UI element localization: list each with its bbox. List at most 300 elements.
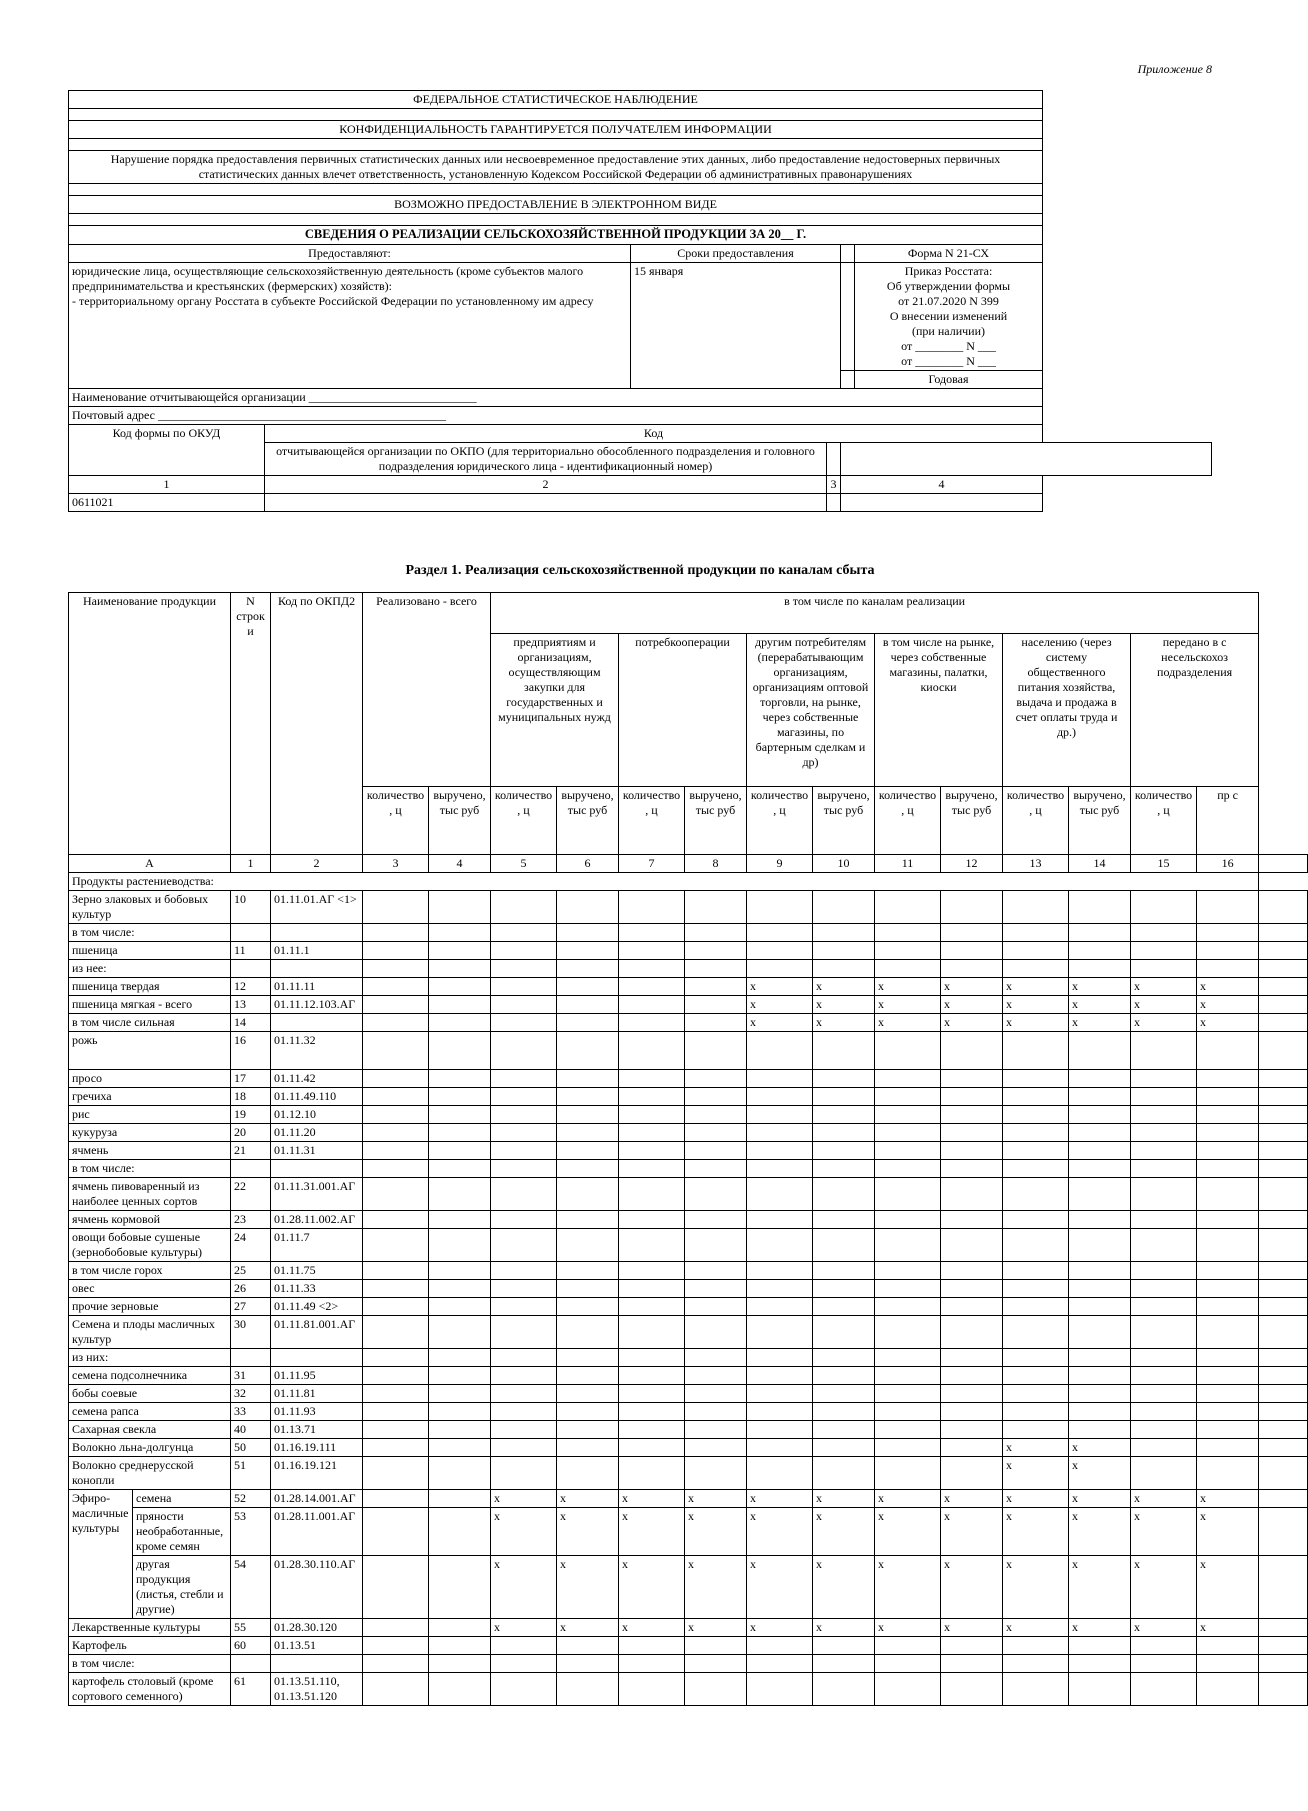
value-cell-col-9[interactable] xyxy=(747,1262,813,1280)
value-cell-col-3[interactable] xyxy=(363,1106,429,1124)
value-cell-col-8[interactable] xyxy=(685,1088,747,1106)
value-cell-col-10[interactable] xyxy=(813,1673,875,1706)
value-cell-col-7[interactable] xyxy=(619,1316,685,1349)
value-cell-col-16[interactable] xyxy=(1197,960,1259,978)
value-cell-col-13[interactable] xyxy=(1003,1124,1069,1142)
value-cell-col-15[interactable] xyxy=(1131,942,1197,960)
value-cell-col-3[interactable] xyxy=(363,1280,429,1298)
value-cell-col-3[interactable] xyxy=(363,1556,429,1619)
value-cell-col-7[interactable] xyxy=(619,1124,685,1142)
value-cell-col-17[interactable] xyxy=(1259,960,1308,978)
value-cell-col-8[interactable] xyxy=(685,924,747,942)
value-cell-col-5[interactable] xyxy=(491,1655,557,1673)
value-cell-col-3[interactable] xyxy=(363,1088,429,1106)
value-cell-col-16[interactable] xyxy=(1197,1032,1259,1070)
value-cell-col-10[interactable] xyxy=(813,1403,875,1421)
value-cell-col-13[interactable] xyxy=(1003,1316,1069,1349)
value-cell-col-6[interactable] xyxy=(557,978,619,996)
value-cell-col-15[interactable] xyxy=(1131,1178,1197,1211)
value-cell-col-13[interactable] xyxy=(1003,1262,1069,1280)
value-cell-col-5[interactable] xyxy=(491,1403,557,1421)
value-cell-col-8[interactable] xyxy=(685,1403,747,1421)
value-cell-col-3[interactable] xyxy=(363,1032,429,1070)
value-cell-col-17[interactable] xyxy=(1259,1673,1308,1706)
value-cell-col-17[interactable] xyxy=(1259,924,1308,942)
value-cell-col-7[interactable] xyxy=(619,1229,685,1262)
value-cell-col-12[interactable] xyxy=(941,1385,1003,1403)
value-cell-col-16[interactable] xyxy=(1197,1229,1259,1262)
value-cell-col-3[interactable] xyxy=(363,1508,429,1556)
value-cell-col-15[interactable] xyxy=(1131,1229,1197,1262)
value-cell-col-6[interactable] xyxy=(557,1367,619,1385)
value-cell-col-17[interactable] xyxy=(1259,1298,1308,1316)
value-cell-col-17[interactable] xyxy=(1259,1070,1308,1088)
value-cell-col-3[interactable] xyxy=(363,1673,429,1706)
value-cell-col-15[interactable] xyxy=(1131,1403,1197,1421)
value-cell-col-7[interactable] xyxy=(619,1088,685,1106)
value-cell-col-15[interactable] xyxy=(1131,1142,1197,1160)
value-cell-col-3[interactable] xyxy=(363,1142,429,1160)
value-cell-col-12[interactable] xyxy=(941,1349,1003,1367)
value-cell-col-12[interactable] xyxy=(941,1280,1003,1298)
value-cell-col-16[interactable] xyxy=(1197,1280,1259,1298)
value-cell-col-17[interactable] xyxy=(1259,1439,1308,1457)
value-cell-col-14[interactable] xyxy=(1069,1178,1131,1211)
value-cell-col-8[interactable] xyxy=(685,1655,747,1673)
value-cell-col-8[interactable] xyxy=(685,1349,747,1367)
value-cell-col-3[interactable] xyxy=(363,1637,429,1655)
value-cell-col-13[interactable] xyxy=(1003,1070,1069,1088)
value-cell-col-11[interactable] xyxy=(875,1142,941,1160)
value-cell-col-11[interactable] xyxy=(875,1262,941,1280)
value-cell-col-9[interactable] xyxy=(747,1403,813,1421)
value-cell-col-14[interactable] xyxy=(1069,1367,1131,1385)
value-cell-col-15[interactable] xyxy=(1131,1439,1197,1457)
value-cell-col-9[interactable] xyxy=(747,1439,813,1457)
value-cell-col-8[interactable] xyxy=(685,960,747,978)
value-cell-col-10[interactable] xyxy=(813,942,875,960)
value-cell-col-6[interactable] xyxy=(557,1262,619,1280)
value-cell-col-14[interactable] xyxy=(1069,1421,1131,1439)
value-cell-col-17[interactable] xyxy=(1259,1403,1308,1421)
value-cell-col-10[interactable] xyxy=(813,1262,875,1280)
value-cell-col-11[interactable] xyxy=(875,1211,941,1229)
value-cell-col-10[interactable] xyxy=(813,1070,875,1088)
value-cell-col-17[interactable] xyxy=(1259,1655,1308,1673)
value-cell-col-16[interactable] xyxy=(1197,1673,1259,1706)
value-cell-col-6[interactable] xyxy=(557,1014,619,1032)
value-cell-col-16[interactable] xyxy=(1197,1262,1259,1280)
value-cell-col-9[interactable] xyxy=(747,1655,813,1673)
value-cell-col-13[interactable] xyxy=(1003,1280,1069,1298)
value-cell-col-17[interactable] xyxy=(1259,1229,1308,1262)
value-cell-col-12[interactable] xyxy=(941,1316,1003,1349)
value-cell-col-3[interactable] xyxy=(363,1298,429,1316)
value-cell-col-4[interactable] xyxy=(429,1142,491,1160)
value-cell-col-12[interactable] xyxy=(941,924,1003,942)
value-cell-col-15[interactable] xyxy=(1131,1070,1197,1088)
value-cell-col-16[interactable] xyxy=(1197,942,1259,960)
value-cell-col-9[interactable] xyxy=(747,1280,813,1298)
value-cell-col-14[interactable] xyxy=(1069,1124,1131,1142)
value-cell-col-14[interactable] xyxy=(1069,1403,1131,1421)
value-cell-col-16[interactable] xyxy=(1197,1070,1259,1088)
value-cell-col-16[interactable] xyxy=(1197,1367,1259,1385)
value-cell-col-17[interactable] xyxy=(1259,1088,1308,1106)
value-cell-col-5[interactable] xyxy=(491,1211,557,1229)
value-cell-col-7[interactable] xyxy=(619,1637,685,1655)
value-cell-col-17[interactable] xyxy=(1259,1211,1308,1229)
value-cell-col-5[interactable] xyxy=(491,1421,557,1439)
value-cell-col-6[interactable] xyxy=(557,1439,619,1457)
value-cell-col-5[interactable] xyxy=(491,1229,557,1262)
value-cell-col-17[interactable] xyxy=(1259,1280,1308,1298)
value-cell-col-6[interactable] xyxy=(557,1385,619,1403)
value-cell-col-5[interactable] xyxy=(491,1637,557,1655)
value-cell-col-11[interactable] xyxy=(875,891,941,924)
value-cell-col-6[interactable] xyxy=(557,1160,619,1178)
value-cell-col-12[interactable] xyxy=(941,1421,1003,1439)
value-cell-col-9[interactable] xyxy=(747,960,813,978)
value-cell-col-10[interactable] xyxy=(813,1421,875,1439)
value-cell-col-11[interactable] xyxy=(875,1070,941,1088)
value-cell-col-7[interactable] xyxy=(619,1655,685,1673)
value-cell-col-5[interactable] xyxy=(491,1457,557,1490)
value-cell-col-5[interactable] xyxy=(491,1106,557,1124)
value-cell-col-17[interactable] xyxy=(1259,1316,1308,1349)
value-cell-col-7[interactable] xyxy=(619,1457,685,1490)
value-cell-col-3[interactable] xyxy=(363,1124,429,1142)
value-cell-col-15[interactable] xyxy=(1131,1032,1197,1070)
value-cell-col-6[interactable] xyxy=(557,1088,619,1106)
value-cell-col-8[interactable] xyxy=(685,942,747,960)
value-cell-col-7[interactable] xyxy=(619,1367,685,1385)
value-cell-col-13[interactable] xyxy=(1003,924,1069,942)
value-cell-col-15[interactable] xyxy=(1131,891,1197,924)
value-cell-col-9[interactable] xyxy=(747,942,813,960)
value-cell-col-5[interactable] xyxy=(491,891,557,924)
value-cell-col-10[interactable] xyxy=(813,1280,875,1298)
value-cell-col-5[interactable] xyxy=(491,1385,557,1403)
value-cell-col-14[interactable] xyxy=(1069,1349,1131,1367)
value-cell-col-12[interactable] xyxy=(941,960,1003,978)
value-cell-col-6[interactable] xyxy=(557,1211,619,1229)
value-cell-col-13[interactable] xyxy=(1003,1403,1069,1421)
value-cell-col-7[interactable] xyxy=(619,960,685,978)
value-cell-col-12[interactable] xyxy=(941,891,1003,924)
value-cell-col-17[interactable] xyxy=(1259,1142,1308,1160)
value-cell-col-15[interactable] xyxy=(1131,1160,1197,1178)
value-cell-col-14[interactable] xyxy=(1069,1637,1131,1655)
value-cell-col-10[interactable] xyxy=(813,1106,875,1124)
value-cell-col-16[interactable] xyxy=(1197,1421,1259,1439)
value-cell-col-9[interactable] xyxy=(747,891,813,924)
value-cell-col-11[interactable] xyxy=(875,1673,941,1706)
value-cell-col-15[interactable] xyxy=(1131,924,1197,942)
value-cell-col-11[interactable] xyxy=(875,1178,941,1211)
value-cell-col-14[interactable] xyxy=(1069,1280,1131,1298)
value-cell-col-4[interactable] xyxy=(429,1298,491,1316)
value-cell-col-15[interactable] xyxy=(1131,1655,1197,1673)
value-cell-col-9[interactable] xyxy=(747,1637,813,1655)
value-cell-col-9[interactable] xyxy=(747,1088,813,1106)
postal-address-field[interactable]: Почтовый адрес ________________________________________________ xyxy=(69,406,1043,424)
value-cell-col-7[interactable] xyxy=(619,1280,685,1298)
value-cell-col-14[interactable] xyxy=(1069,1229,1131,1262)
value-cell-col-10[interactable] xyxy=(813,924,875,942)
value-cell-col-17[interactable] xyxy=(1259,1556,1308,1619)
code-3-field[interactable] xyxy=(827,493,841,511)
value-cell-col-4[interactable] xyxy=(429,1032,491,1070)
value-cell-col-3[interactable] xyxy=(363,1178,429,1211)
value-cell-col-14[interactable] xyxy=(1069,1262,1131,1280)
value-cell-col-11[interactable] xyxy=(875,1403,941,1421)
value-cell-col-4[interactable] xyxy=(429,1655,491,1673)
value-cell-col-10[interactable] xyxy=(813,1178,875,1211)
value-cell-col-3[interactable] xyxy=(363,1160,429,1178)
value-cell-col-8[interactable] xyxy=(685,1178,747,1211)
value-cell-col-11[interactable] xyxy=(875,1637,941,1655)
value-cell-col-11[interactable] xyxy=(875,1655,941,1673)
value-cell-col-6[interactable] xyxy=(557,942,619,960)
value-cell-col-12[interactable] xyxy=(941,1124,1003,1142)
value-cell-col-9[interactable] xyxy=(747,1421,813,1439)
value-cell-col-7[interactable] xyxy=(619,1070,685,1088)
value-cell-col-8[interactable] xyxy=(685,1637,747,1655)
value-cell-col-8[interactable] xyxy=(685,1124,747,1142)
value-cell-col-3[interactable] xyxy=(363,1619,429,1637)
value-cell-col-3[interactable] xyxy=(363,1457,429,1490)
value-cell-col-9[interactable] xyxy=(747,1070,813,1088)
value-cell-col-9[interactable] xyxy=(747,924,813,942)
value-cell-col-14[interactable] xyxy=(1069,1106,1131,1124)
value-cell-col-3[interactable] xyxy=(363,996,429,1014)
value-cell-col-14[interactable] xyxy=(1069,960,1131,978)
value-cell-col-6[interactable] xyxy=(557,1655,619,1673)
value-cell-col-14[interactable] xyxy=(1069,1316,1131,1349)
value-cell-col-8[interactable] xyxy=(685,1316,747,1349)
value-cell-col-6[interactable] xyxy=(557,1124,619,1142)
value-cell-col-16[interactable] xyxy=(1197,1316,1259,1349)
value-cell-col-17[interactable] xyxy=(1259,1160,1308,1178)
value-cell-col-13[interactable] xyxy=(1003,1421,1069,1439)
value-cell-col-8[interactable] xyxy=(685,1385,747,1403)
value-cell-col-7[interactable] xyxy=(619,1403,685,1421)
value-cell-col-12[interactable] xyxy=(941,1262,1003,1280)
value-cell-col-8[interactable] xyxy=(685,1673,747,1706)
value-cell-col-7[interactable] xyxy=(619,1349,685,1367)
value-cell-col-7[interactable] xyxy=(619,1421,685,1439)
value-cell-col-6[interactable] xyxy=(557,996,619,1014)
value-cell-col-4[interactable] xyxy=(429,1349,491,1367)
value-cell-col-11[interactable] xyxy=(875,1298,941,1316)
value-cell-col-9[interactable] xyxy=(747,1385,813,1403)
value-cell-col-12[interactable] xyxy=(941,1178,1003,1211)
value-cell-col-4[interactable] xyxy=(429,891,491,924)
value-cell-col-12[interactable] xyxy=(941,1367,1003,1385)
value-cell-col-5[interactable] xyxy=(491,960,557,978)
value-cell-col-14[interactable] xyxy=(1069,1070,1131,1088)
value-cell-col-17[interactable] xyxy=(1259,1178,1308,1211)
value-cell-col-8[interactable] xyxy=(685,1160,747,1178)
value-cell-col-7[interactable] xyxy=(619,1142,685,1160)
value-cell-col-14[interactable] xyxy=(1069,1298,1131,1316)
value-cell-col-17[interactable] xyxy=(1259,1490,1308,1508)
value-cell-col-4[interactable] xyxy=(429,1106,491,1124)
value-cell-col-7[interactable] xyxy=(619,1439,685,1457)
value-cell-col-5[interactable] xyxy=(491,1070,557,1088)
value-cell-col-8[interactable] xyxy=(685,1106,747,1124)
code-4-field[interactable] xyxy=(841,493,1043,511)
value-cell-col-13[interactable] xyxy=(1003,1088,1069,1106)
value-cell-col-7[interactable] xyxy=(619,1160,685,1178)
value-cell-col-5[interactable] xyxy=(491,1298,557,1316)
value-cell-col-17[interactable] xyxy=(1259,1619,1308,1637)
value-cell-col-14[interactable] xyxy=(1069,1211,1131,1229)
value-cell-col-11[interactable] xyxy=(875,1385,941,1403)
value-cell-col-16[interactable] xyxy=(1197,1385,1259,1403)
value-cell-col-5[interactable] xyxy=(491,1032,557,1070)
value-cell-col-3[interactable] xyxy=(363,891,429,924)
value-cell-col-15[interactable] xyxy=(1131,1088,1197,1106)
value-cell-col-5[interactable] xyxy=(491,1280,557,1298)
value-cell-col-4[interactable] xyxy=(429,1280,491,1298)
value-cell-col-16[interactable] xyxy=(1197,1088,1259,1106)
value-cell-col-11[interactable] xyxy=(875,1088,941,1106)
value-cell-col-4[interactable] xyxy=(429,1124,491,1142)
value-cell-col-15[interactable] xyxy=(1131,1349,1197,1367)
value-cell-col-17[interactable] xyxy=(1259,996,1308,1014)
value-cell-col-12[interactable] xyxy=(941,1070,1003,1088)
value-cell-col-17[interactable] xyxy=(1259,1385,1308,1403)
value-cell-col-15[interactable] xyxy=(1131,1124,1197,1142)
value-cell-col-7[interactable] xyxy=(619,924,685,942)
value-cell-col-4[interactable] xyxy=(429,1160,491,1178)
value-cell-col-4[interactable] xyxy=(429,1457,491,1490)
value-cell-col-10[interactable] xyxy=(813,1316,875,1349)
value-cell-col-14[interactable] xyxy=(1069,1088,1131,1106)
value-cell-col-4[interactable] xyxy=(429,996,491,1014)
value-cell-col-10[interactable] xyxy=(813,1385,875,1403)
value-cell-col-9[interactable] xyxy=(747,1673,813,1706)
value-cell-col-12[interactable] xyxy=(941,1160,1003,1178)
value-cell-col-11[interactable] xyxy=(875,1032,941,1070)
value-cell-col-5[interactable] xyxy=(491,1367,557,1385)
value-cell-col-9[interactable] xyxy=(747,1316,813,1349)
value-cell-col-16[interactable] xyxy=(1197,1178,1259,1211)
value-cell-col-17[interactable] xyxy=(1259,942,1308,960)
value-cell-col-9[interactable] xyxy=(747,1367,813,1385)
value-cell-col-4[interactable] xyxy=(429,1070,491,1088)
value-cell-col-8[interactable] xyxy=(685,1262,747,1280)
value-cell-col-17[interactable] xyxy=(1259,1032,1308,1070)
value-cell-col-17[interactable] xyxy=(1259,1124,1308,1142)
value-cell-col-15[interactable] xyxy=(1131,1673,1197,1706)
value-cell-col-15[interactable] xyxy=(1131,1106,1197,1124)
value-cell-col-6[interactable] xyxy=(557,1032,619,1070)
value-cell-col-10[interactable] xyxy=(813,1298,875,1316)
value-cell-col-10[interactable] xyxy=(813,1142,875,1160)
value-cell-col-7[interactable] xyxy=(619,996,685,1014)
value-cell-col-14[interactable] xyxy=(1069,942,1131,960)
value-cell-col-13[interactable] xyxy=(1003,942,1069,960)
value-cell-col-11[interactable] xyxy=(875,942,941,960)
value-cell-col-15[interactable] xyxy=(1131,1421,1197,1439)
value-cell-col-11[interactable] xyxy=(875,1316,941,1349)
value-cell-col-16[interactable] xyxy=(1197,1124,1259,1142)
value-cell-col-11[interactable] xyxy=(875,1160,941,1178)
value-cell-col-17[interactable] xyxy=(1259,1014,1308,1032)
value-cell-col-6[interactable] xyxy=(557,1316,619,1349)
value-cell-col-3[interactable] xyxy=(363,1262,429,1280)
okpo-value-field[interactable] xyxy=(265,493,827,511)
value-cell-col-3[interactable] xyxy=(363,1490,429,1508)
value-cell-col-14[interactable] xyxy=(1069,1032,1131,1070)
value-cell-col-17[interactable] xyxy=(1259,1349,1308,1367)
value-cell-col-8[interactable] xyxy=(685,1070,747,1088)
value-cell-col-13[interactable] xyxy=(1003,1142,1069,1160)
value-cell-col-8[interactable] xyxy=(685,996,747,1014)
value-cell-col-17[interactable] xyxy=(1259,1457,1308,1490)
value-cell-col-8[interactable] xyxy=(685,891,747,924)
value-cell-col-13[interactable] xyxy=(1003,1637,1069,1655)
value-cell-col-15[interactable] xyxy=(1131,1262,1197,1280)
value-cell-col-7[interactable] xyxy=(619,1106,685,1124)
value-cell-col-3[interactable] xyxy=(363,1316,429,1349)
value-cell-col-15[interactable] xyxy=(1131,1385,1197,1403)
value-cell-col-17[interactable] xyxy=(1259,1508,1308,1556)
value-cell-col-9[interactable] xyxy=(747,1124,813,1142)
value-cell-col-9[interactable] xyxy=(747,1106,813,1124)
value-cell-col-7[interactable] xyxy=(619,1211,685,1229)
value-cell-col-12[interactable] xyxy=(941,1673,1003,1706)
value-cell-col-14[interactable] xyxy=(1069,1655,1131,1673)
value-cell-col-5[interactable] xyxy=(491,1142,557,1160)
value-cell-col-3[interactable] xyxy=(363,960,429,978)
value-cell-col-8[interactable] xyxy=(685,1457,747,1490)
value-cell-col-3[interactable] xyxy=(363,1229,429,1262)
value-cell-col-4[interactable] xyxy=(429,1556,491,1619)
value-cell-col-16[interactable] xyxy=(1197,1655,1259,1673)
value-cell-col-16[interactable] xyxy=(1197,1457,1259,1490)
value-cell-col-16[interactable] xyxy=(1197,924,1259,942)
value-cell-col-3[interactable] xyxy=(363,1439,429,1457)
value-cell-col-7[interactable] xyxy=(619,1385,685,1403)
value-cell-col-3[interactable] xyxy=(363,1385,429,1403)
value-cell-col-17[interactable] xyxy=(1259,978,1308,996)
value-cell-col-13[interactable] xyxy=(1003,1229,1069,1262)
value-cell-col-12[interactable] xyxy=(941,1637,1003,1655)
value-cell-col-14[interactable] xyxy=(1069,1142,1131,1160)
value-cell-col-5[interactable] xyxy=(491,1349,557,1367)
value-cell-col-14[interactable] xyxy=(1069,891,1131,924)
value-cell-col-7[interactable] xyxy=(619,1298,685,1316)
value-cell-col-10[interactable] xyxy=(813,1439,875,1457)
value-cell-col-8[interactable] xyxy=(685,1229,747,1262)
value-cell-col-10[interactable] xyxy=(813,1655,875,1673)
value-cell-col-3[interactable] xyxy=(363,942,429,960)
value-cell-col-7[interactable] xyxy=(619,1178,685,1211)
value-cell-col-7[interactable] xyxy=(619,891,685,924)
value-cell-col-6[interactable] xyxy=(557,1403,619,1421)
value-cell-col-10[interactable] xyxy=(813,1211,875,1229)
value-cell-col-9[interactable] xyxy=(747,1160,813,1178)
value-cell-col-14[interactable] xyxy=(1069,1673,1131,1706)
value-cell-col-4[interactable] xyxy=(429,1385,491,1403)
value-cell-col-11[interactable] xyxy=(875,1106,941,1124)
value-cell-col-6[interactable] xyxy=(557,1229,619,1262)
value-cell-col-13[interactable] xyxy=(1003,1655,1069,1673)
